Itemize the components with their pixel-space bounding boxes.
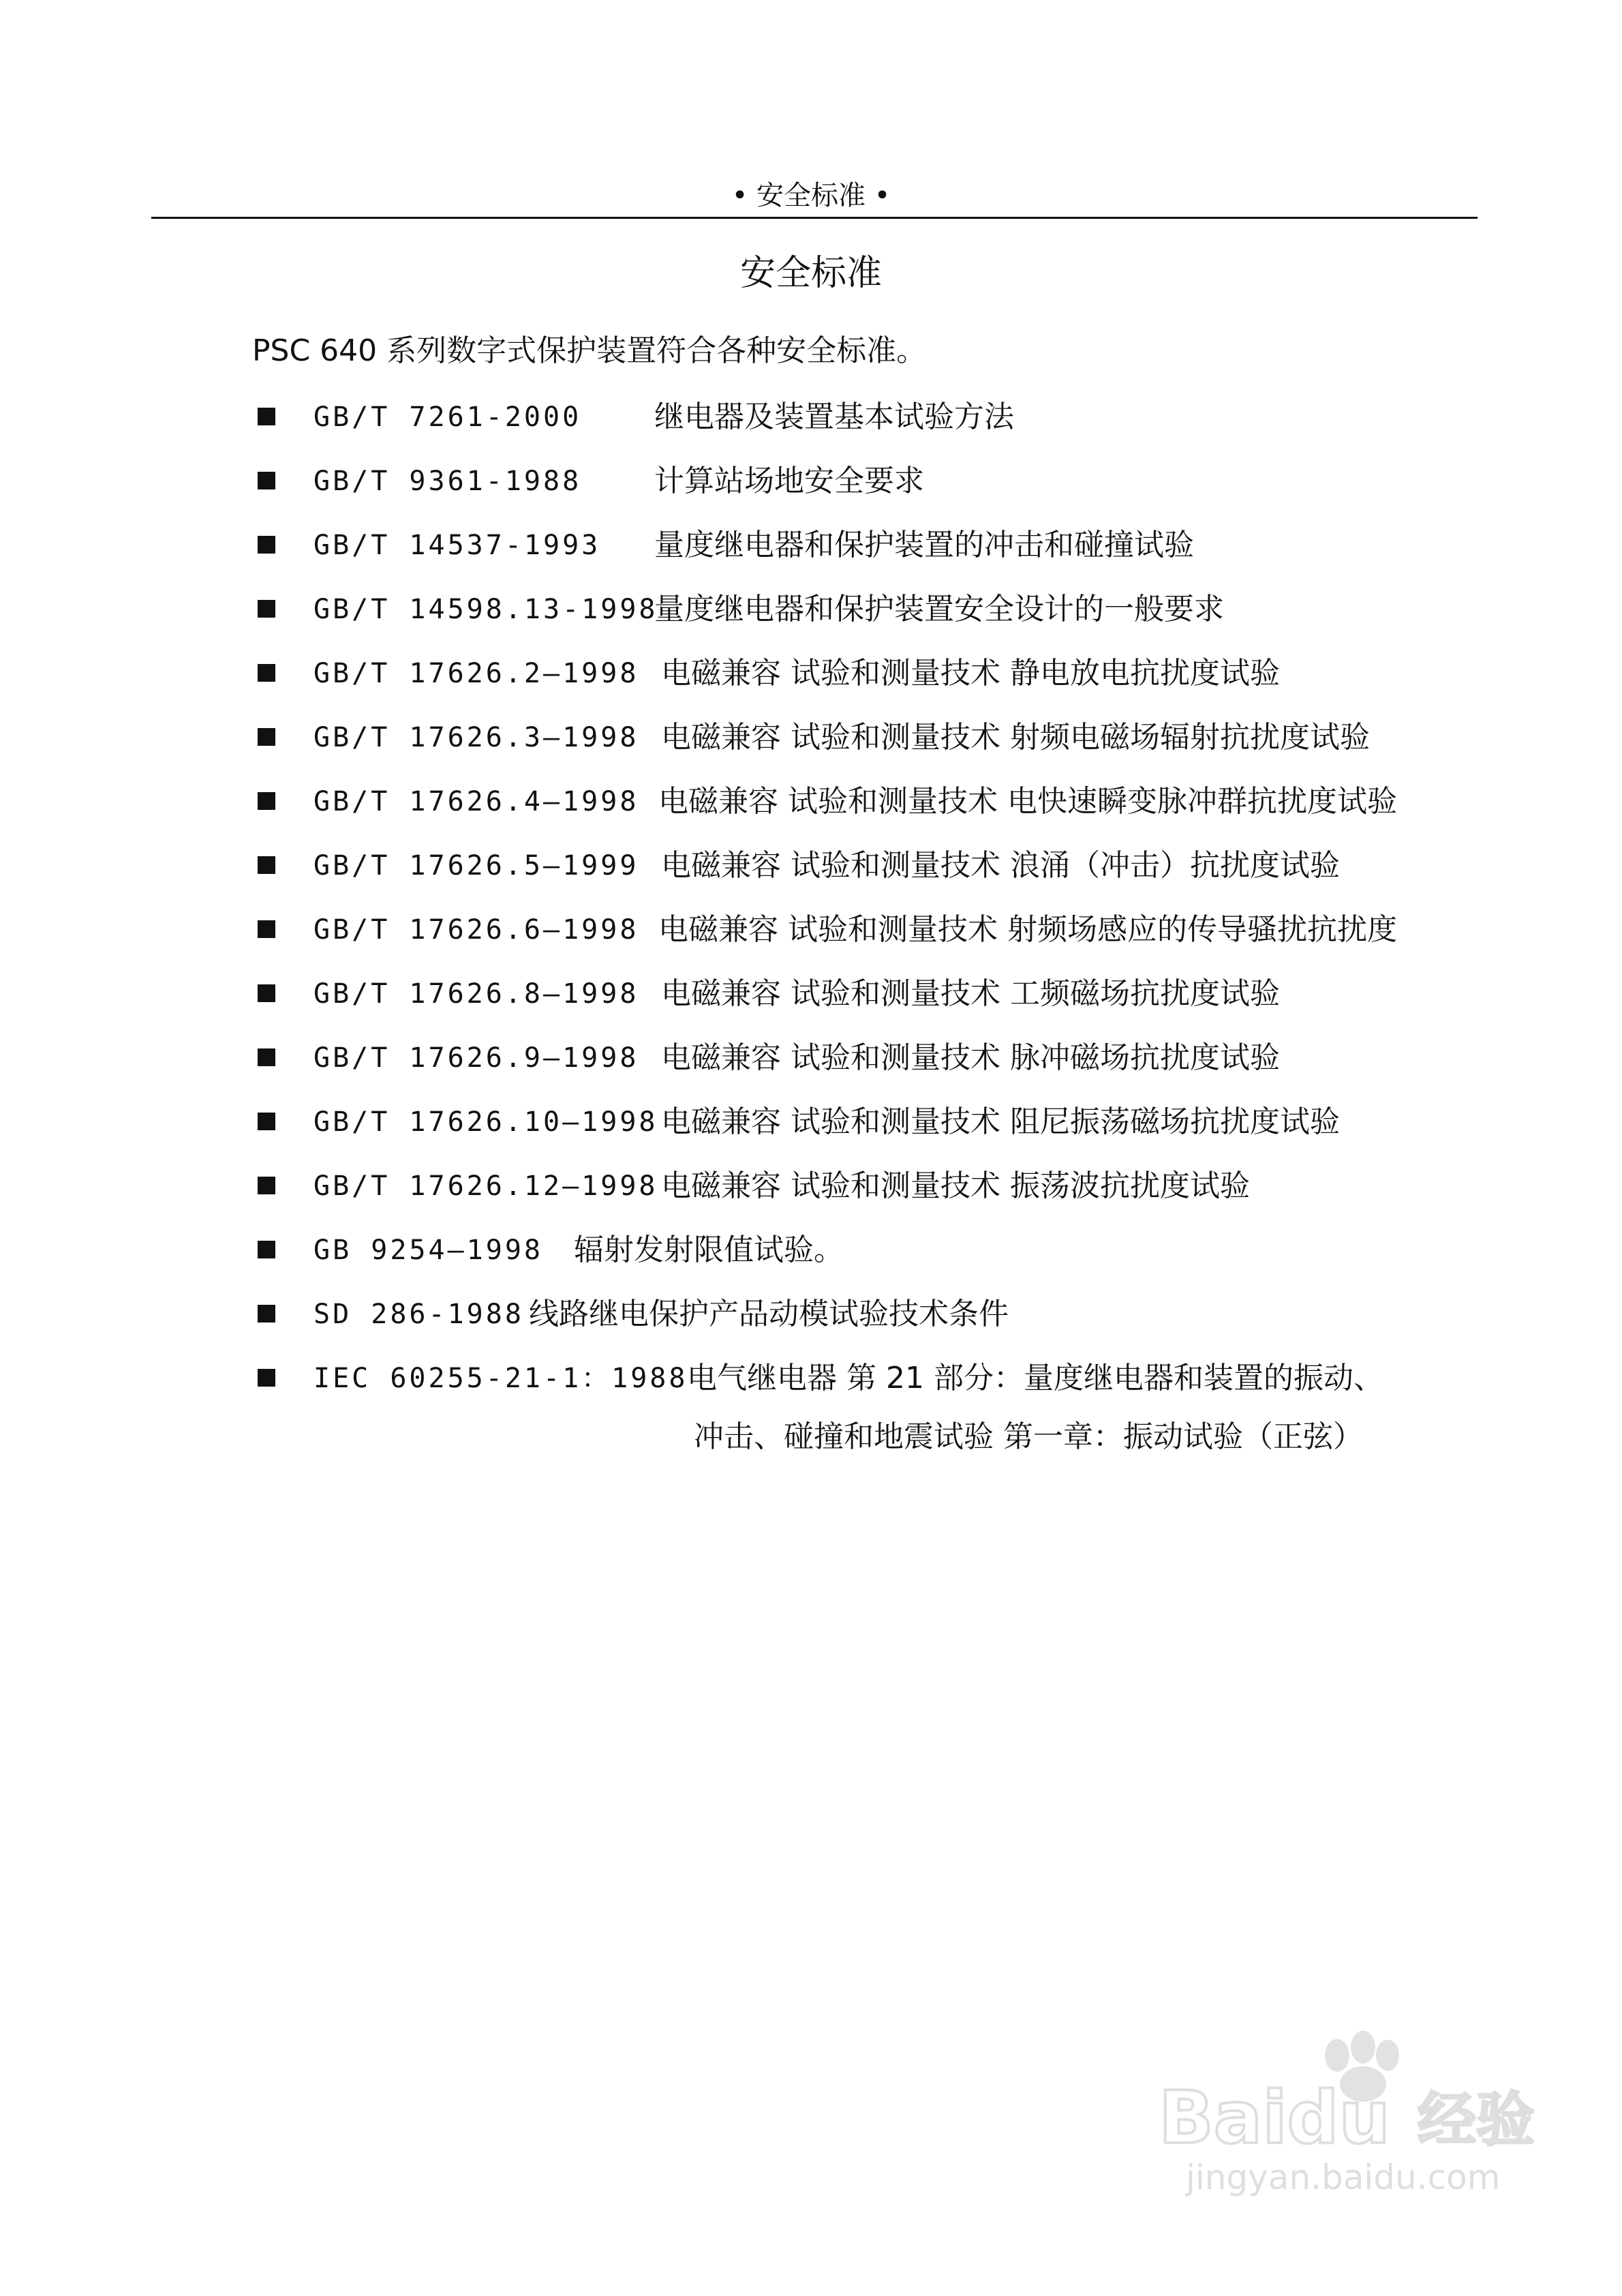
standard-code: GB/T 17626.5—1999 bbox=[313, 850, 639, 881]
standard-code: GB/T 17626.9—1998 bbox=[313, 1042, 639, 1074]
standard-code: GB/T 17626.3—1998 bbox=[313, 722, 639, 753]
standard-description: 计算站场地安全要求 bbox=[654, 464, 924, 498]
standard-description: 电磁兼容 试验和测量技术 脉冲磁场抗扰度试验 bbox=[661, 1040, 1280, 1075]
square-bullet-icon bbox=[258, 1369, 275, 1387]
standard-code: GB/T 17626.10—1998 bbox=[313, 1106, 658, 1138]
standard-description: 电磁兼容 试验和测量技术 振荡波抗扰度试验 bbox=[661, 1168, 1250, 1203]
running-header: • 安全标准 • bbox=[731, 180, 891, 211]
standard-code: GB/T 17626.4—1998 bbox=[313, 786, 639, 817]
standard-description: 量度继电器和保护装置的冲击和碰撞试验 bbox=[654, 528, 1194, 562]
standard-description: 电磁兼容 试验和测量技术 静电放电抗扰度试验 bbox=[661, 656, 1280, 691]
standard-description: 辐射发射限值试验。 bbox=[574, 1233, 844, 1267]
square-bullet-icon bbox=[258, 1048, 275, 1066]
square-bullet-icon bbox=[258, 1177, 275, 1194]
standard-description: 继电器及装置基本试验方法 bbox=[654, 399, 1014, 434]
standard-code: GB/T 17626.2—1998 bbox=[313, 658, 639, 689]
square-bullet-icon bbox=[258, 728, 275, 746]
square-bullet-icon bbox=[258, 472, 275, 489]
baidu-jingyan-watermark bbox=[1159, 2028, 1540, 2199]
square-bullet-icon bbox=[258, 600, 275, 618]
standard-code: GB/T 17626.6—1998 bbox=[313, 914, 639, 946]
standard-description: 电磁兼容 试验和测量技术 浪涌（冲击）抗扰度试验 bbox=[661, 848, 1340, 883]
standard-code: GB/T 9361-1988 bbox=[313, 466, 582, 497]
square-bullet-icon bbox=[258, 408, 275, 425]
standard-code: GB/T 14537-1993 bbox=[313, 530, 601, 561]
standard-description: 电磁兼容 试验和测量技术 阻尼振荡磁场抗扰度试验 bbox=[661, 1104, 1340, 1139]
standard-code: GB/T 17626.8—1998 bbox=[313, 978, 639, 1010]
standard-code: IEC 60255-21-1：1988 bbox=[313, 1363, 688, 1394]
standard-description: 电磁兼容 试验和测量技术 射频电磁场辐射抗扰度试验 bbox=[661, 720, 1370, 755]
intro-paragraph: PSC 640 系列数字式保护装置符合各种安全标准。 bbox=[252, 333, 927, 368]
square-bullet-icon bbox=[258, 792, 275, 810]
standard-code: GB/T 14598.13-1998 bbox=[313, 594, 658, 625]
standard-description: 量度继电器和保护装置安全设计的一般要求 bbox=[654, 592, 1224, 626]
standard-code: GB/T 7261-2000 bbox=[313, 402, 582, 433]
standard-description: 电磁兼容 试验和测量技术 电快速瞬变脉冲群抗扰度试验 bbox=[658, 784, 1397, 819]
watermark-brand: Baidu bbox=[1159, 2076, 1390, 2160]
square-bullet-icon bbox=[258, 664, 275, 682]
standard-description-continuation: 冲击、碰撞和地震试验 第一章：振动试验（正弦） bbox=[694, 1419, 1363, 1454]
page-title: 安全标准 bbox=[739, 253, 882, 294]
standard-description: 电磁兼容 试验和测量技术 射频场感应的传导骚扰抗扰度 bbox=[658, 912, 1397, 947]
standard-description: 电气继电器 第 21 部分：量度继电器和装置的振动、 bbox=[687, 1361, 1383, 1395]
square-bullet-icon bbox=[258, 1113, 275, 1130]
standard-description: 线路继电保护产品动模试验技术条件 bbox=[529, 1297, 1009, 1331]
square-bullet-icon bbox=[258, 984, 275, 1002]
standard-description: 电磁兼容 试验和测量技术 工频磁场抗扰度试验 bbox=[661, 976, 1280, 1011]
square-bullet-icon bbox=[258, 856, 275, 874]
square-bullet-icon bbox=[258, 536, 275, 554]
standard-code: SD 286-1988 bbox=[313, 1299, 524, 1330]
watermark-brand-cn: 经验 bbox=[1418, 2086, 1535, 2154]
watermark-url: jingyan.baidu.com bbox=[1186, 2158, 1501, 2197]
square-bullet-icon bbox=[258, 1241, 275, 1258]
square-bullet-icon bbox=[258, 920, 275, 938]
square-bullet-icon bbox=[258, 1305, 275, 1323]
standard-code: GB 9254—1998 bbox=[313, 1235, 543, 1266]
standard-code: GB/T 17626.12—1998 bbox=[313, 1170, 658, 1202]
header-rule bbox=[151, 217, 1478, 219]
